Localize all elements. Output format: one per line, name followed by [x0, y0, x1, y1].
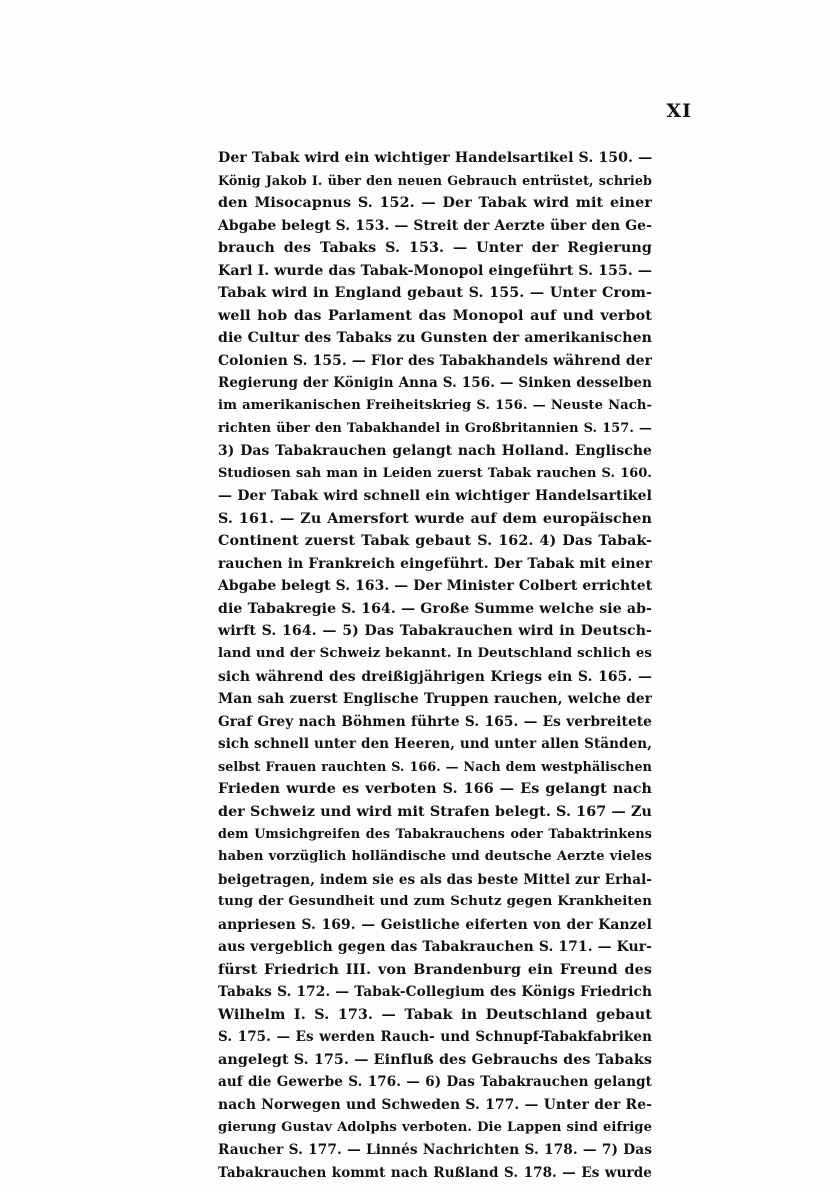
- text-line: angelegt S. 175. — Einfluß des Gebrauchs des Tabaks: [218, 1051, 652, 1068]
- text-line: die Cultur des Tabaks zu Gunsten der amerikanischen: [218, 330, 652, 347]
- text-line: Abgabe belegt S. 153. — Streit der Aerzte über den Ge-: [218, 217, 652, 234]
- text-line: König Jakob I. über den neuen Gebrauch entrüstet, schrieb: [218, 172, 652, 188]
- text-line: rauchen in Frankreich eingeführt. Der Tabak mit einer: [218, 555, 652, 572]
- text-line: Colonien S. 155. — Flor des Tabakhandels während der: [218, 352, 652, 369]
- text-line: Der Tabak wird ein wichtiger Handelsartikel S. 150. —: [218, 150, 653, 166]
- text-line: Tabaks S. 172. — Tabak-Collegium des Königs Friedrich: [218, 984, 652, 1001]
- text-line: Abgabe belegt S. 163. — Der Minister Colbert errichtet: [218, 578, 653, 595]
- text-line: Tabakrauchen kommt nach Rußland S. 178. — Es wurde: [218, 1164, 652, 1181]
- text-line: Man sah zuerst Englische Truppen rauchen, welche der: [218, 691, 652, 708]
- text-line: fürst Friedrich III. von Brandenburg ein Freund des: [218, 961, 652, 978]
- text-line: haben vorzüglich holländische und deutsche Aerzte vieles: [218, 848, 652, 864]
- text-line: aus vergeblich gegen das Tabakrauchen S. 171. — Kur-: [218, 939, 652, 956]
- text-line: auf die Gewerbe S. 176. — 6) Das Tabakrauchen gelangt: [218, 1074, 652, 1091]
- text-line: Continent zuerst Tabak gebaut S. 162. 4) Das Tabak-: [218, 533, 652, 550]
- text-line: Regierung der Königin Anna S. 156. — Sinken desselben: [218, 375, 652, 392]
- text-line: selbst Frauen rauchten S. 166. — Nach dem westphälischen: [218, 758, 652, 774]
- text-line: S. 161. — Zu Amersfort wurde auf dem europäischen: [218, 510, 652, 527]
- text-line: sich während des dreißigjährigen Kriegs ein S. 165. —: [218, 668, 652, 685]
- text-line: sich schnell unter den Heeren, und unter allen Ständen,: [218, 736, 652, 753]
- text-line: der Schweiz und wird mit Strafen belegt. S. 167 — Zu: [218, 803, 652, 820]
- text-line: beigetragen, indem sie es als das beste Mittel zur Erhal-: [218, 871, 652, 888]
- text-line: Frieden wurde es verboten S. 166 — Es gelangt nach: [218, 781, 652, 798]
- text-line: Graf Grey nach Böhmen führte S. 165. — Es verbreitete: [218, 713, 652, 730]
- text-line: richten über den Tabakhandel in Großbritannien S. 157. —: [218, 420, 652, 436]
- text-line: Wilhelm I. S. 173. — Tabak in Deutschland gebaut: [218, 1006, 652, 1023]
- text-line: Studiosen sah man in Leiden zuerst Tabak rauchen S. 160.: [218, 465, 652, 481]
- text-line: well hob das Parlament das Monopol auf und verbot: [218, 307, 652, 324]
- text-line: die Tabakregie S. 164. — Große Summe welche sie ab-: [218, 600, 652, 617]
- text-line: Raucher S. 177. — Linnés Nachrichten S. 178. — 7) Das: [218, 1142, 652, 1159]
- text-line: den Misocapnus S. 152. — Der Tabak wird mit einer: [218, 195, 652, 212]
- text-line: anpriesen S. 169. — Geistliche eiferten von der Kanzel: [218, 916, 652, 933]
- body-text: [218, 147, 652, 1184]
- text-line: Karl I. wurde das Tabak-Monopol eingeführt S. 155. —: [218, 262, 653, 279]
- text-line: land und der Schweiz bekannt. In Deutschland schlich es: [218, 646, 652, 662]
- text-line: — Der Tabak wird schnell ein wichtiger Handelsartikel: [218, 488, 652, 505]
- page-number: XI: [666, 100, 692, 122]
- text-line: im amerikanischen Freiheitskrieg S. 156. — Neuste Nach-: [218, 398, 652, 414]
- text-line: Tabak wird in England gebaut S. 155. — Unter Crom-: [218, 285, 652, 302]
- text-line: 3) Das Tabakrauchen gelangt nach Holland. Englische: [218, 443, 652, 460]
- text-line: brauch des Tabaks S. 153. — Unter der Regierung: [218, 240, 652, 257]
- text-line: nach Norwegen und Schweden S. 177. — Unter der Re-: [218, 1096, 652, 1113]
- text-line: gierung Gustav Adolphs verboten. Die Lappen sind eifrige: [218, 1119, 652, 1135]
- text-line: wirft S. 164. — 5) Das Tabakrauchen wird in Deutsch-: [218, 623, 652, 640]
- text-line: dem Umsichgreifen des Tabakrauchens oder Tabaktrinkens: [218, 826, 652, 842]
- text-line: S. 175. — Es werden Rauch- und Schnupf-Tabakfabriken: [218, 1029, 652, 1046]
- text-line: tung der Gesundheit und zum Schutz gegen Krankheiten: [218, 894, 652, 910]
